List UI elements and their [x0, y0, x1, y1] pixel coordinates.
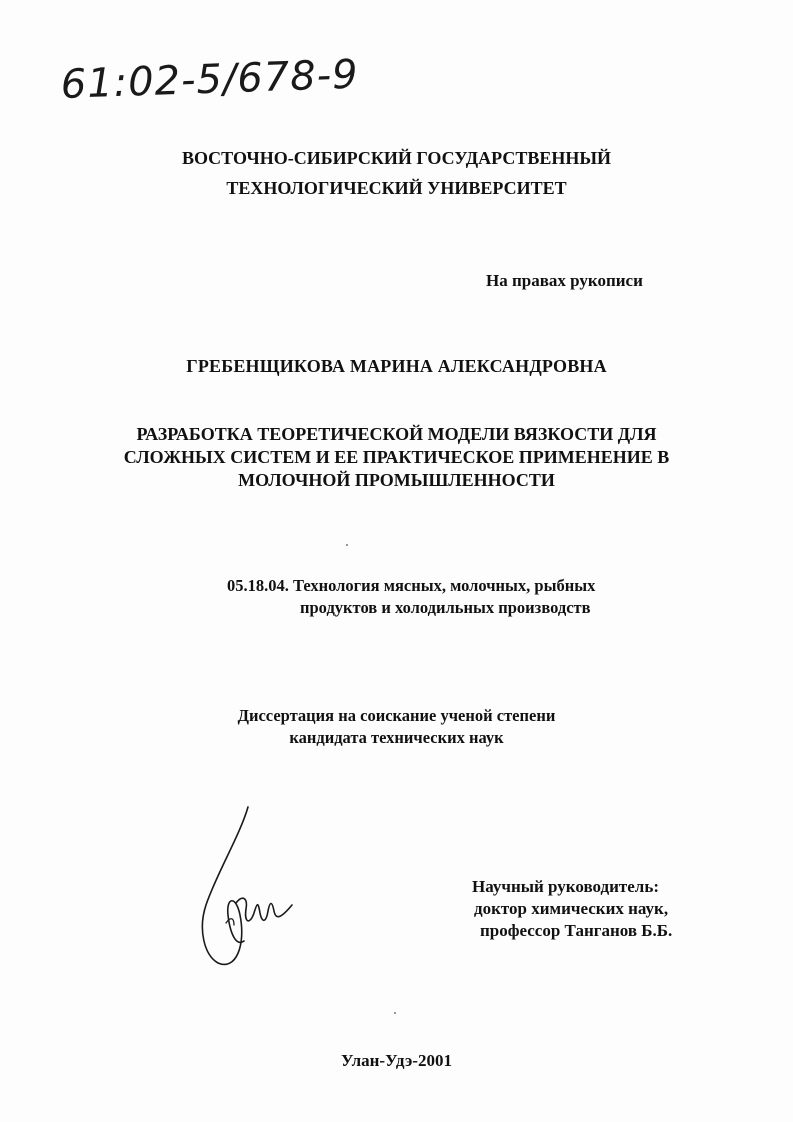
scan-speck: [394, 1012, 396, 1014]
degree-statement: [0, 705, 793, 749]
title-line-1: РАЗРАБОТКА ТЕОРЕТИЧЕСКОЙ МОДЕЛИ ВЯЗКОСТИ ДЛЯ: [136, 424, 657, 444]
title-line-3: МОЛОЧНОЙ ПРОМЫШЛЕННОСТИ: [238, 470, 555, 490]
specialty-line-1: 05.18.04. Технология мясных, молочных, рыбных: [227, 576, 596, 595]
signature-icon: [196, 805, 306, 970]
university-line-2: ТЕХНОЛОГИЧЕСКИЙ УНИВЕРСИТЕТ: [226, 178, 567, 198]
supervisor-line-1: Научный руководитель:: [472, 877, 659, 896]
city-year: Улан-Удэ-2001: [341, 1051, 452, 1070]
university-line-1: ВОСТОЧНО-СИБИРСКИЙ ГОСУДАРСТВЕННЫЙ: [181, 148, 612, 168]
university-name: [0, 143, 793, 203]
degree-line-1: Диссертация на соискание ученой степени: [237, 706, 556, 725]
author-name: ГРЕБЕНЩИКОВА МАРИНА АЛЕКСАНДРОВНА: [186, 356, 607, 376]
degree-line-2: кандидата технических наук: [289, 728, 504, 747]
specialty-code: [227, 575, 595, 619]
title-line-2: СЛОЖНЫХ СИСТЕМ И ЕЕ ПРАКТИЧЕСКОЕ ПРИМЕНЕНИЕ В: [123, 447, 670, 467]
scientific-supervisor: [472, 876, 672, 942]
manuscript-note: На правах рукописи: [486, 271, 643, 290]
scan-speck: [346, 544, 348, 546]
archive-code: 61:02-5/678-9: [60, 51, 360, 108]
supervisor-line-2: доктор химических наук,: [474, 899, 669, 918]
supervisor-line-3: профессор Танганов Б.Б.: [480, 921, 673, 940]
dissertation-title: [0, 423, 793, 492]
specialty-line-2: продуктов и холодильных производств: [300, 598, 591, 617]
